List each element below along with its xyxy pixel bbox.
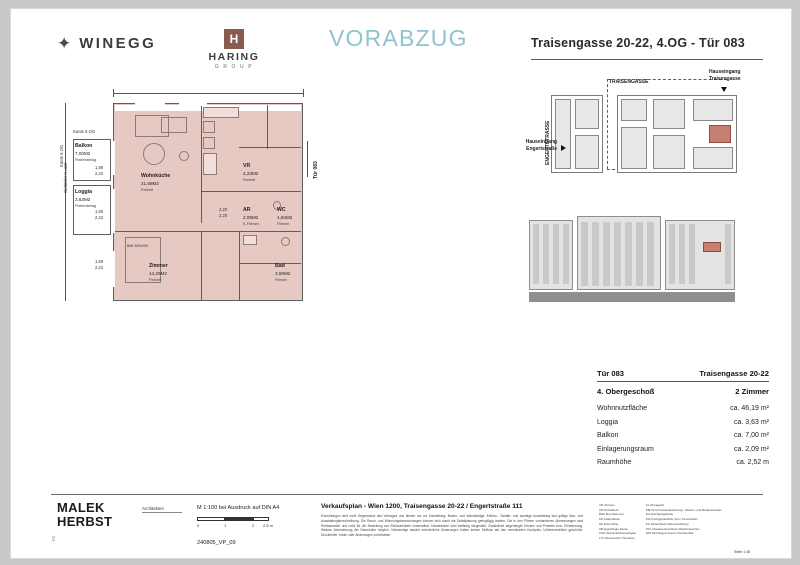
abbreviation-legend xyxy=(599,503,769,541)
room-label-zimmer: Zimmer 14,29M2 Parkett xyxy=(149,263,168,283)
unit-door: Tür 083 xyxy=(597,369,625,378)
table-row xyxy=(597,405,769,412)
unit-subhead xyxy=(597,387,769,396)
dim-top xyxy=(113,93,303,94)
table-row xyxy=(597,459,769,466)
table-row xyxy=(597,419,769,426)
page-title: Traisengasse 20-22, 4.OG - Tür 083 xyxy=(531,36,745,50)
highlighted-unit xyxy=(709,125,731,143)
scale-tick-2: 2 xyxy=(252,523,255,528)
row-value: ca. 3,63 m² xyxy=(733,418,769,426)
scale-tick-0: 0 xyxy=(197,523,200,528)
interior-wall xyxy=(115,231,301,232)
haring-logo-text: HARING xyxy=(208,51,260,63)
note-kante-5og-2: Kante 5.OG xyxy=(59,144,64,167)
scale-label: M 1:100 bei Ausdruck auf DIN A4 xyxy=(197,505,280,511)
interior-wall xyxy=(239,147,301,148)
chair xyxy=(179,151,189,161)
footer-divider xyxy=(51,494,763,495)
legal-text: Einrichtungen sind nicht Gegenstand des Vertrages und dienen nur zur Darstellung. Boden- und Wandbeläge, Elektro-, Sanitär- und sonstige Ausstattung laut gültige Bau- und Ausstattungsbeschreibung. Die Raum- und Wohnungsbezeichnungen können sich durch die Detailplanung geringfügig ändern. Die in den Plänen vorhandenen Abmessungen sind Rohbaumaße und nicht für die Bestellung von Einbaumöbeln verwendbar. Haustrassen sind beiläufig dargestellt. Zusätzliche abgehängte Decken und Poterien bzw. Einbetonung. Weitere Abminderung der Raumhöhe möglich. Notwendige baulich erforderliche Änderungen haben keinen Einfluss auf den vereinbarten Kaufpreis. Urheberrechtlich geschützt. Druckfehler, Irrtum oder Änderungen vorbehalten. xyxy=(321,514,583,538)
round-table xyxy=(143,143,165,165)
unit-head xyxy=(597,369,769,378)
row-value: ca. 7,00 m² xyxy=(733,432,769,439)
floorplan: Geländer H=110 Balkon 7,00M2 Plattenbelag Loggia 3,63M2 Plattenbelag Kante 5.OG Kante 5.OG 1,80 2,22 1,80 2,22 1,80 2,22 Bett 180x200 Wohnküche 21,68M2 Parkett Zimmer 14,29M2 Parkett VR 4,23M2 Parkett AR 2,09M2 E-Fliesen WC 1,84M2 Fliesen Bad 3,69M2 Fliesen Tür 083 2,20 2,20 xyxy=(51,81,341,326)
page-number: Seite 1 45 xyxy=(734,550,751,554)
bathtub xyxy=(243,235,257,245)
unit-address: Traisengasse 20-22 xyxy=(699,369,769,378)
row-label: Raumhöhe xyxy=(597,459,632,466)
interior-wall xyxy=(239,231,240,301)
header-divider xyxy=(531,59,763,60)
row-label: Loggia xyxy=(597,418,619,426)
kitchen-hob xyxy=(203,137,215,149)
room-label-loggia: Loggia 3,63M2 Plattenbelag xyxy=(75,189,97,209)
interior-wall xyxy=(201,191,301,192)
scale-bar xyxy=(197,517,269,522)
architect-logo: MALEK HERBST xyxy=(57,500,113,529)
site-plan xyxy=(521,69,769,193)
room-label-vr: VR 4,23M2 Parkett xyxy=(243,163,259,183)
row-label: Einlagerungsraum xyxy=(597,445,654,453)
watermark-vorabzug: VORABZUG xyxy=(329,25,468,51)
room-label-bad: Bad 3,69M2 Fliesen xyxy=(275,263,291,283)
table-row xyxy=(597,432,769,439)
row-value: ca. 46,19 m² xyxy=(730,405,769,412)
bed-label: Bett 180x200 xyxy=(127,244,149,248)
winegg-logo-text: WINEGG xyxy=(79,35,157,52)
kitchen-counter xyxy=(203,107,239,118)
room-label-wc: WC 1,84M2 Fliesen xyxy=(277,207,293,227)
building-elevation xyxy=(521,214,769,314)
row-label: Balkon xyxy=(597,432,619,439)
haring-mark-icon: H xyxy=(224,29,244,49)
plan-number: 240805_VP_09 xyxy=(197,540,236,546)
interior-wall xyxy=(239,263,301,264)
room-label-balkon: Balkon 7,00M2 Plattenbelag xyxy=(75,143,97,163)
star-icon: ✦ xyxy=(57,34,72,53)
room-label-wohnkueche: Wohnküche 21,68M2 Parkett xyxy=(141,173,171,193)
dim-tick xyxy=(113,89,114,97)
dim-label: Geländer H=110 xyxy=(63,162,68,193)
fridge xyxy=(203,153,217,175)
haring-logo xyxy=(199,29,269,70)
plan-sheet xyxy=(10,8,792,559)
entry-engertstrasse: Hauseingang Engertstraße xyxy=(525,139,557,152)
row-label: Wohnnutzfläche xyxy=(597,405,648,412)
room-label-ar: AR 2,09M2 E-Fliesen xyxy=(243,207,260,227)
entry-traisengasse: Hauseingang Traisengasse xyxy=(709,69,741,82)
highlighted-unit-elevation xyxy=(703,242,721,252)
row-value: ca. 2,09 m² xyxy=(733,445,769,453)
dim-tick xyxy=(303,89,304,97)
dining-table xyxy=(161,117,187,133)
washbasin xyxy=(281,237,290,246)
unit-floor: 4. Obergeschoß xyxy=(597,387,655,396)
interior-wall xyxy=(201,231,202,301)
architekten-label: Architekten xyxy=(142,506,164,511)
kitchen-sink xyxy=(203,121,215,133)
unit-data-table xyxy=(597,369,769,473)
scale-tick-1: 1 xyxy=(224,523,227,528)
haring-logo-subtext: G R O U P xyxy=(214,64,254,70)
street-label-engertstrasse: ENGERTSTRASSE xyxy=(545,120,551,165)
corner-mark: FC xyxy=(51,535,56,541)
row-value: ca. 2,52 m xyxy=(736,459,769,466)
arrow-right-icon xyxy=(561,145,566,151)
arrow-down-icon xyxy=(721,87,727,92)
legend-column-right: KL Klimagerät FBH E-M Fussbodenheizung - Elektro- und Medienverteiler DU Durchgangslichte FFH Fertigparkettöhe (cbm Turschwelle) KG Hinterlüftete Abdunstzulüfung OKL Abwasseranschluss Waschmaschine WM Nt/J Regenrinnenhr Nonüberlauf xyxy=(645,503,722,536)
architekten-rule xyxy=(142,512,182,513)
table-divider xyxy=(597,381,769,382)
scale-tick-3: 2,5 m xyxy=(263,523,274,528)
note-kante-5og: Kante 5.OG xyxy=(73,129,96,134)
verkaufsplan-title: Verkaufsplan - Wien 1200, Traisengasse 20-22 / Engertstraße 111 xyxy=(321,503,523,510)
unit-rooms: 2 Zimmer xyxy=(735,387,769,396)
dim-left xyxy=(65,103,66,301)
winegg-logo xyxy=(57,35,156,52)
table-row xyxy=(597,446,769,453)
legend-column-left: VR Vorraum AR Abstellraum BHK Brennkammer KR Kellerabteile RH Raumhöhe AB abgehängte Decke KSG Verbundsicherheitsglas LS Lüfterschacht (Terrasse) xyxy=(599,503,636,540)
interior-wall xyxy=(267,105,268,149)
street-label-traisengasse: TRAISENGASSE xyxy=(609,79,649,85)
door-label: Tür 083 xyxy=(313,161,319,179)
